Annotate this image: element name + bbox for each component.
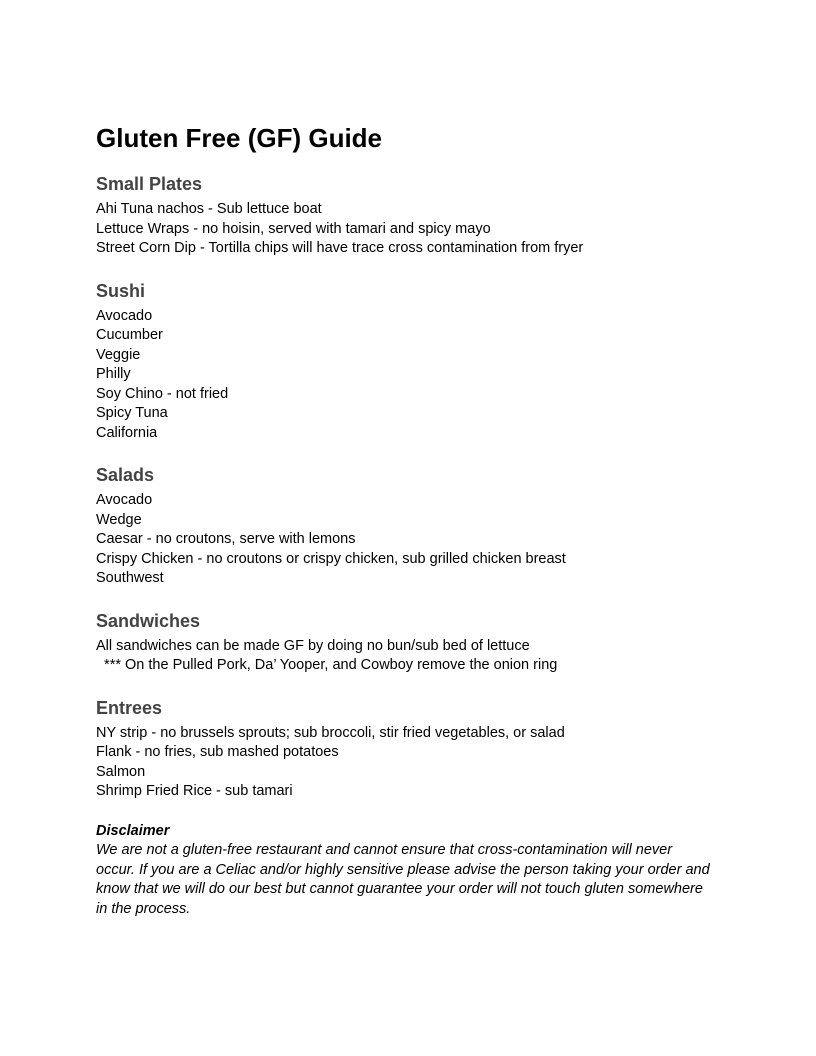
page-title: Gluten Free (GF) Guide <box>96 123 383 153</box>
section-heading: Sandwiches <box>96 610 201 631</box>
section-sushi <box>96 279 736 444</box>
menu-item: Cucumber <box>96 327 163 343</box>
disclaimer <box>96 822 736 920</box>
menu-item: All sandwiches can be made GF by doing no bun/sub bed of lettuce <box>96 637 530 654</box>
menu-item: Soy Chino - not fried <box>96 385 229 402</box>
disclaimer-line: in the process. <box>96 900 191 917</box>
menu-item: NY strip - no brussels sprouts; sub broccoli, stir fried vegetables, or salad <box>96 724 565 741</box>
document-page <box>96 120 736 919</box>
menu-item: California <box>96 424 158 441</box>
menu-item: Lettuce Wraps - no hoisin, served with tamari and spicy mayo <box>96 220 491 237</box>
menu-item: Salmon <box>96 763 146 780</box>
section-small-plates <box>96 172 736 259</box>
menu-item: Street Corn Dip - Tortilla chips will have trace cross contamination from fryer <box>96 240 584 256</box>
section-heading: Entrees <box>96 697 163 718</box>
menu-item: Caesar - no croutons, serve with lemons <box>96 531 356 547</box>
menu-item-note: *** On the Pulled Pork, Da’ Yooper, and Cowboy remove the onion ring <box>96 657 558 673</box>
disclaimer-line: know that we will do our best but cannot guarantee your order will not touch gluten somewhere <box>96 881 703 897</box>
menu-item: Spicy Tuna <box>96 405 168 421</box>
menu-item: Flank - no fries, sub mashed potatoes <box>96 744 339 760</box>
disclaimer-line: occur. If you are a Celiac and/or highly sensitive please advise the person taking your order and <box>96 861 710 878</box>
section-heading: Salads <box>96 465 155 485</box>
menu-item: Philly <box>96 366 131 382</box>
disclaimer-line: We are not a gluten-free restaurant and cannot ensure that cross-contamination will never <box>96 842 673 858</box>
menu-item: Crispy Chicken - no croutons or crispy chicken, sub grilled chicken breast <box>96 550 566 567</box>
section-salads <box>96 463 736 589</box>
menu-item: Avocado <box>96 492 153 508</box>
section-entrees <box>96 696 736 802</box>
menu-item: Veggie <box>96 346 141 363</box>
menu-item: Wedge <box>96 511 142 528</box>
menu-item: Avocado <box>96 307 153 324</box>
menu-item: Shrimp Fried Rice - sub tamari <box>96 783 293 799</box>
section-heading: Small Plates <box>96 174 203 194</box>
menu-item: Ahi Tuna nachos - Sub lettuce boat <box>96 201 322 217</box>
disclaimer-title: Disclaimer <box>96 822 170 839</box>
menu-item: Southwest <box>96 570 164 586</box>
section-heading: Sushi <box>96 280 146 301</box>
section-sandwiches <box>96 609 736 676</box>
